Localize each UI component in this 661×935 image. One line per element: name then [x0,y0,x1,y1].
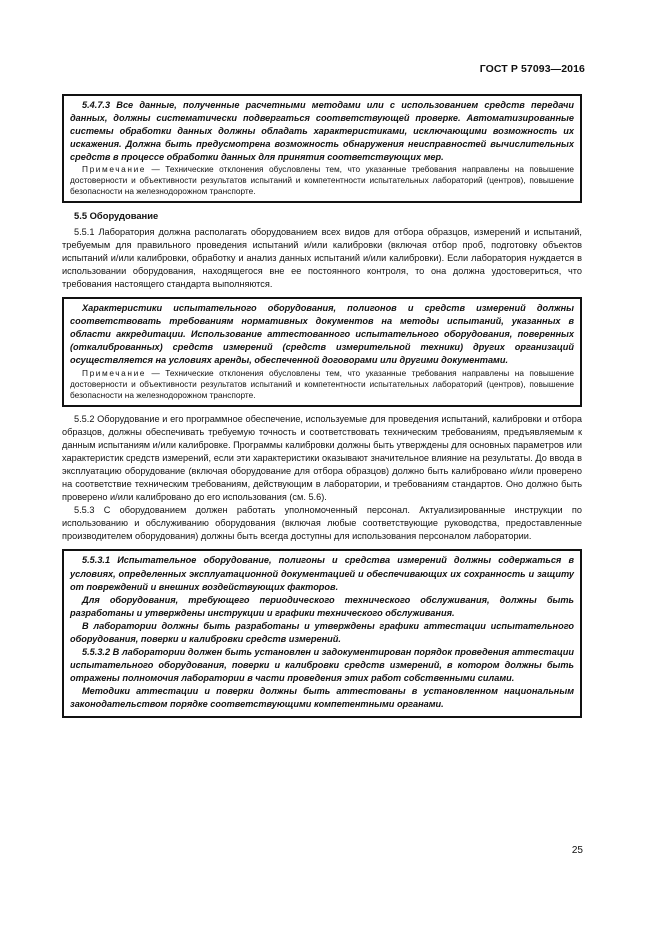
attestation-schedules-text: В лаборатории должны быть разработаны и утверждены графики аттестации испытательного оборудования, поверки и калибровки средств измерений. [70,620,574,644]
highlight-box-equipment-characteristics [62,297,582,406]
clause-5-5-2: 5.5.2 Оборудование и его программное обеспечение, используемые для проведения испытаний, калибровки и отбора образцов, должны обеспечивать требуемую точность и соответствовать техническим требованиям, предъявляемым к данным испытаниям и/или калибровке. Программы калибровки должны быть утверждены для основных параметров или характеристик средств измерений, если эти характеристики оказывают значительное влияние на результаты. До ввода в эксплуатацию оборудование (включая оборудование для отбора образцов) должно быть калибровано и/или проверено на соответствие техническим требованиям, действующим в лаборатории, и требованиям стандартов. Оно должно быть проверено и/или калибровано до его использования (см. 5.6). [62,413,582,503]
note-label: Примечание [82,367,147,378]
clause-5-5-3-1: 5.5.3.1 Испытательное оборудование, полигоны и средства измерений должны содержаться в условиях, определенных эксплуатационной документацией и обеспечивающих их сохранность и защиту от повреждений и внешних воздействующих факторов. [70,555,574,592]
note-text: — Технические отклонения обусловлены тем, что указанные требования направлены на повышение достоверности и объективности результатов испытаний и компетентности испытательных лабораторий (центров), повышение безопасности на железнодорожном транспорте. [70,367,574,400]
note-1 [70,164,574,197]
highlight-box-5-5-3-1 [62,549,582,717]
equipment-characteristics-text: Характеристики испытательного оборудования, полигонов и средств измерений должны соответствовать требованиям нормативных документов на методы испытаний, указанных в области аккредитации. Использование аттестованного испытательного оборудования, поверенных (откалиброванных) средств измерений (средств измерительной техники) других организаций осуществляется на условиях аренды, обеспеченной договорами или другими документами. [70,303,574,366]
section-title-5-5: 5.5 Оборудование [74,210,159,222]
methods-attestation-text: Методики аттестации и поверки должны быть аттестованы в установленном национальным законодательством порядке соответствующими компетентными органами. [70,686,574,710]
clause-5-5-3: 5.5.3 С оборудованием должен работать уполномоченный персонал. Актуализированные инструкции по использованию и обслуживанию оборудования (включая любые соответствующие руководства, предоставленные производителем оборудования) должны быть всегда доступны для использования персоналом лаборатории. [62,505,582,542]
note-text: — Технические отклонения обусловлены тем, что указанные требования направлены на повышение достоверности и объективности результатов испытаний и компетентности испытательных лабораторий (центров), повышение безопасности на железнодорожном транспорте. [70,164,574,197]
clause-5-5-3-2: 5.5.3.2 В лаборатории должен быть установлен и задокументирован порядок проведения аттестации испытательного оборудования, поверки и калибровки средств измерений, в котором должны быть отражены полномочия лаборатории в части проведения этих работ собственными силами. [70,647,574,684]
document-code: ГОСТ Р 57093—2016 [479,63,585,75]
maintenance-instructions-text: Для оборудования, требующего периодического технического обслуживания, должны быть разработаны и утверждены инструкции и графики технического обслуживания. [70,594,574,618]
page-number: 25 [571,845,583,856]
note-2 [70,368,574,401]
page-content [62,94,582,724]
note-label: Примечание [82,164,147,175]
highlight-box-5-4-7-3 [62,94,582,203]
clause-5-4-7-3: 5.4.7.3 Все данные, полученные расчетными методами или с использованием средств передачи данных, должны систематически подвергаться соответствующей проверке. Автоматизированные системы обработки данных должны обладать характеристиками, исключающими возможность их искажения. Должна быть предусмотрена возможность обнаружения неисправностей вычислительных средств в процессе обработки данных для принятия соответствующих мер. [70,100,574,163]
clause-5-5-1: 5.5.1 Лаборатория должна располагать оборудованием всех видов для отбора образцов, измерений и испытаний, требуемым для правильного проведения испытаний и/или калибровки (включая отбор проб, подготовку объектов испытаний и/или калибровки, обработку и анализ данных испытаний и/или калибровки). Если лаборатория нуждается в использовании оборудования, находящегося вне ее постоянного контроля, то она должна удостовериться, что требования настоящего стандарта выполняются. [62,226,582,289]
